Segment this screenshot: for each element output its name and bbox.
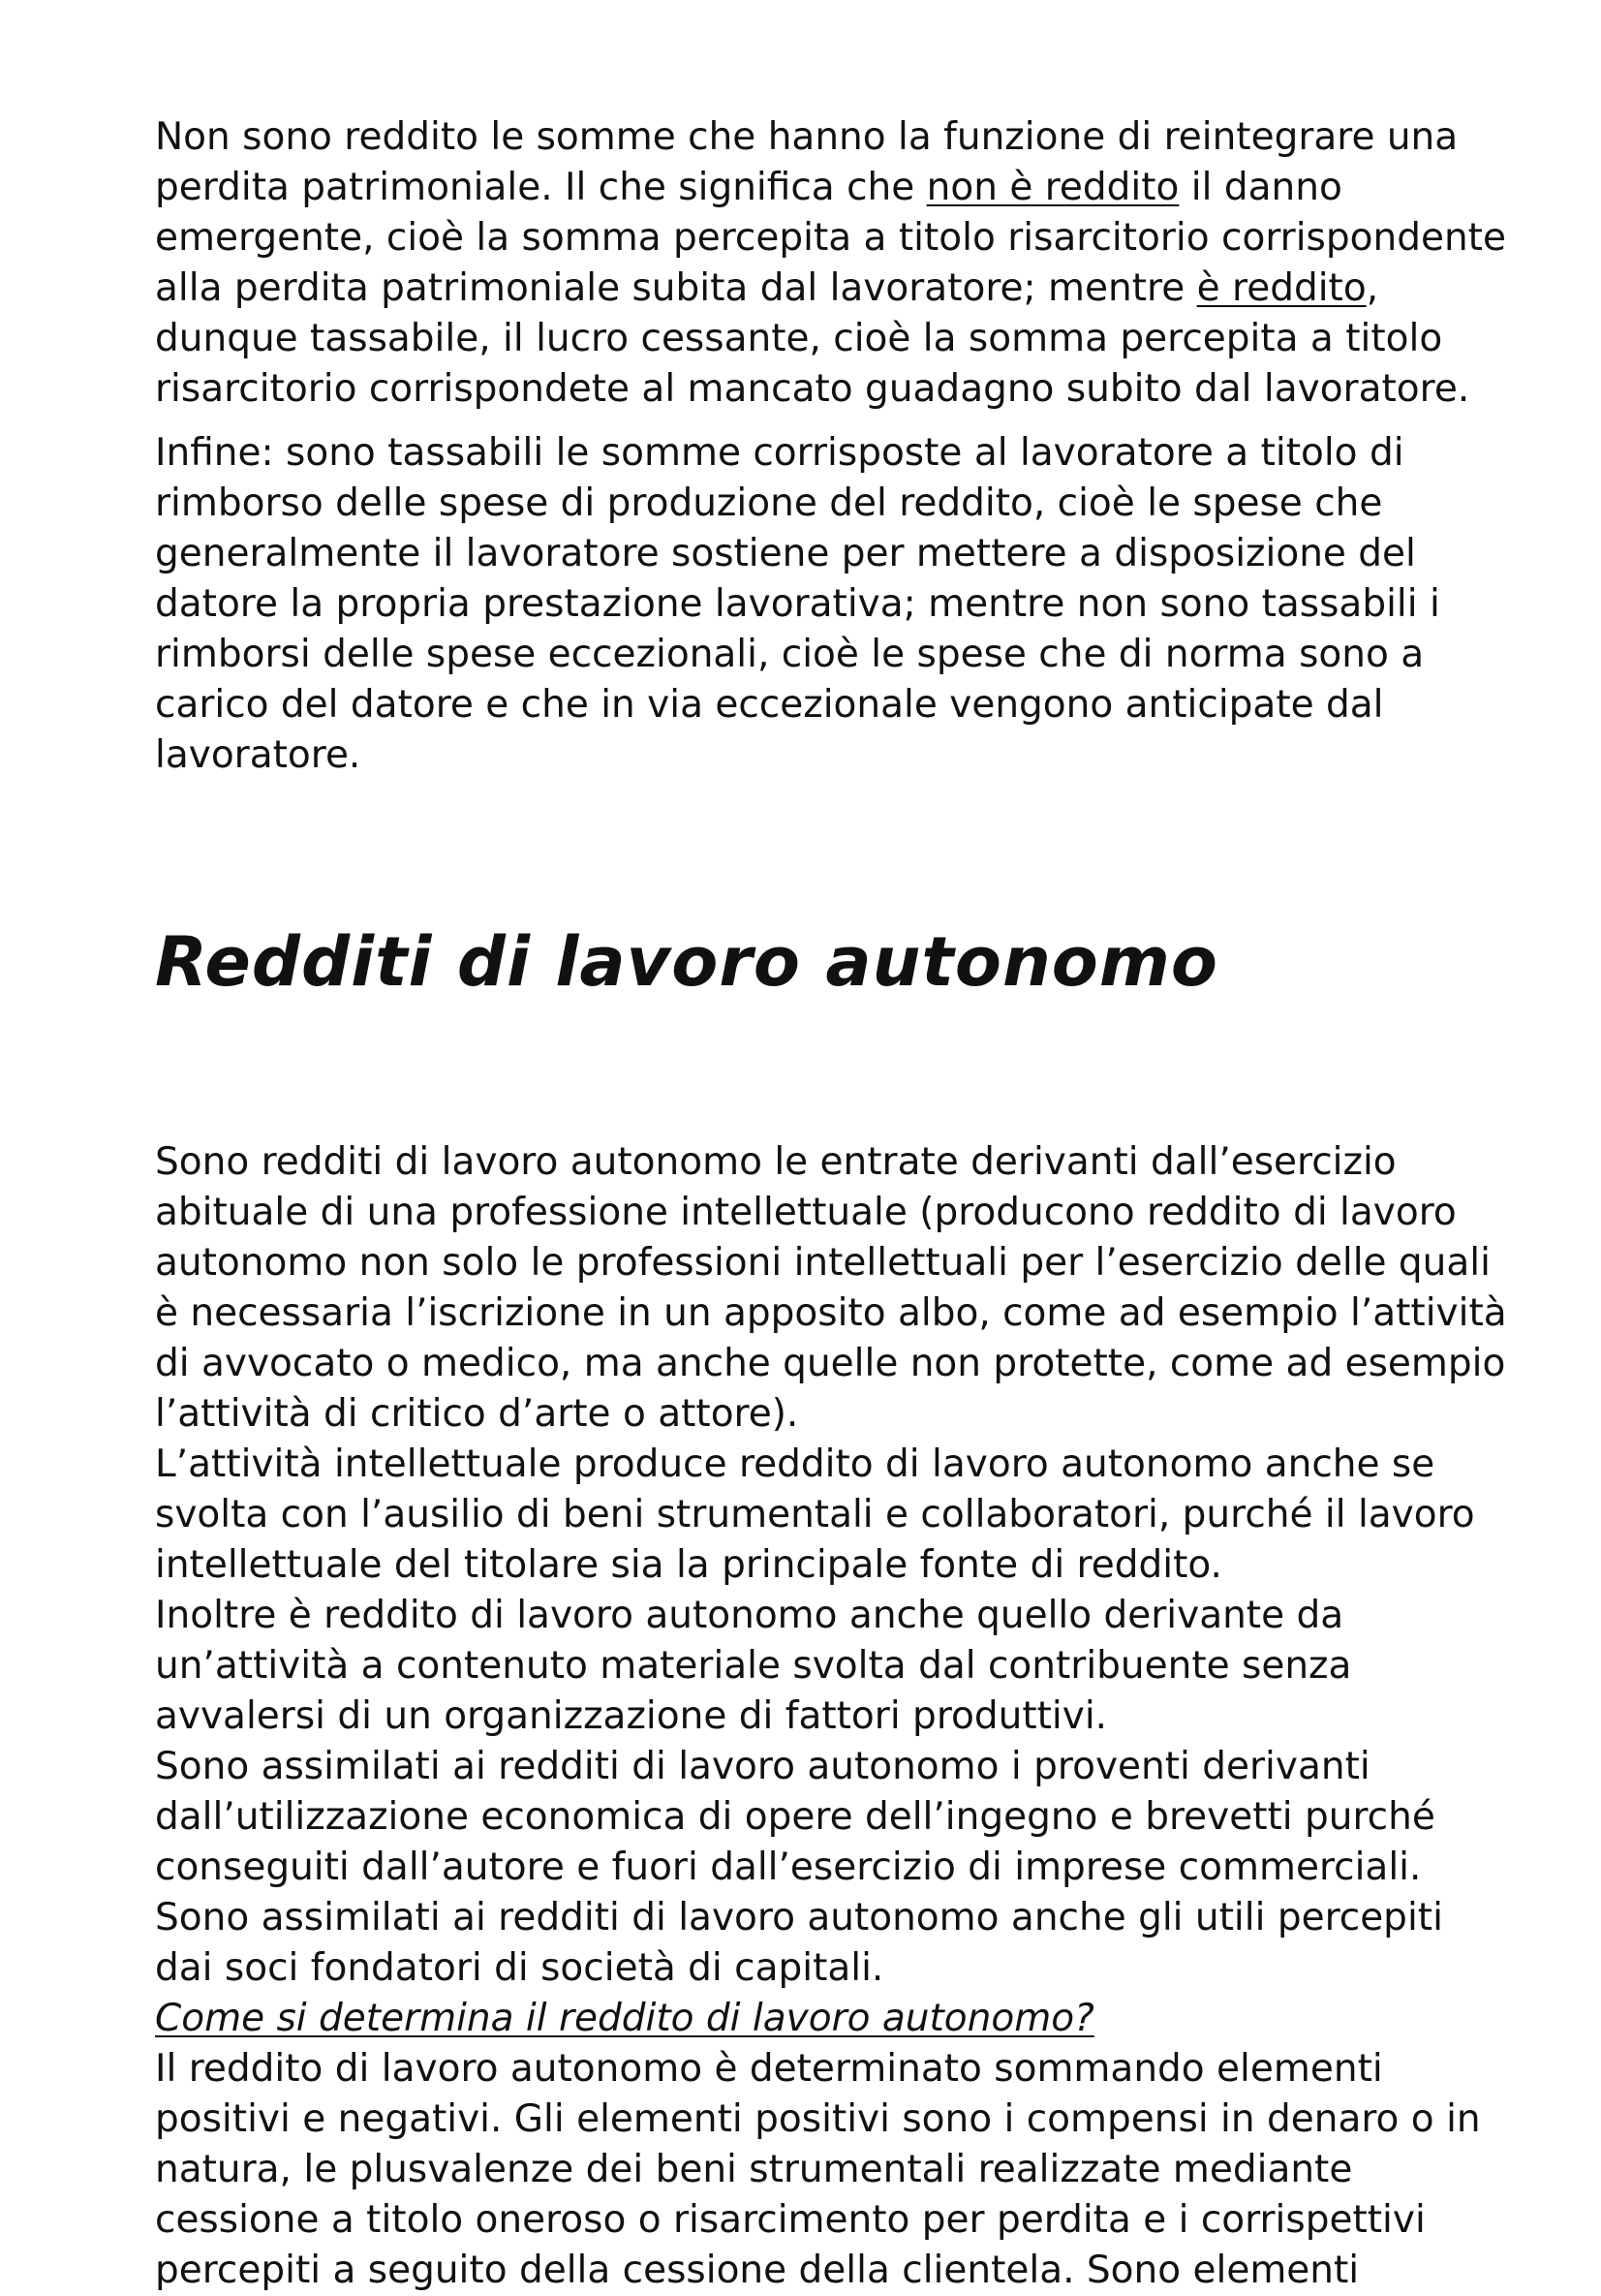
- intro-text-3: , dunque tassabile, il lucro cessante, cioè la somma percepita a titolo risarcitorio corrispondete al mancato guadagno subito dal lavoratore.: [155, 266, 1470, 411]
- intro-paragraph-1: [155, 112, 1511, 415]
- intro-text-2: il danno emergente, cioè la somma percepita a titolo risarcitorio corrispondente alla perdita patrimoniale subita dal lavoratore; mentre: [155, 166, 1506, 310]
- section-paragraph-3: Inoltre è reddito di lavoro autonomo anche quello derivante da un’attività a contenuto materiale svolta dal contribuente senza avvalersi di un organizzazione di fattori produttivi.: [155, 1594, 1352, 1738]
- underlined-e-reddito: è reddito: [1196, 266, 1367, 310]
- document-page: [155, 112, 1511, 2292]
- section-paragraph-5: Sono assimilati ai redditi di lavoro autonomo anche gli utili percepiti dai soci fondatori di società di capitali.: [155, 1896, 1443, 1990]
- section-question: Come si determina il reddito di lavoro autonomo?: [155, 1997, 1094, 2040]
- intro-paragraph-2: Infine: sono tassabili le somme corrisposte al lavoratore a titolo di rimborso delle spese di produzione del reddito, cioè le spese che generalmente il lavoratore sostiene per mettere a disposizione del datore la propria prestazione lavorativa; mentre non sono tassabili i rimborsi delle spese eccezionali, cioè le spese che di norma sono a carico del datore e che in via eccezionale vengono anticipate dal lavoratore.: [155, 431, 1440, 777]
- intro-text-1: Non sono reddito le somme che hanno la funzione di reintegrare una perdita patrimoniale. Il che significa che: [155, 115, 1459, 209]
- section-paragraph-2: L’attività intellettuale produce reddito di lavoro autonomo anche se svolta con l’ausilio di beni strumentali e collaboratori, purché il lavoro intellettuale del titolare sia la principale fonte di reddito.: [155, 1443, 1475, 1587]
- underlined-non-e-reddito: non è reddito: [926, 166, 1180, 209]
- section-paragraph-1: Sono redditi di lavoro autonomo le entrate derivanti dall’esercizio abituale di una professione intellettuale (producono reddito di lavoro autonomo non solo le professioni intellettuali per l’esercizio delle quali è necessaria l’iscrizione in un apposito albo, come ad esempio l’attività di avvocato o medico, ma anche quelle non protette, come ad esempio l’attività di critico d’arte o attore).: [155, 1140, 1507, 1436]
- section-paragraph-6: Il reddito di lavoro autonomo è determinato sommando elementi positivi e negativi. Gli elementi positivi sono i compensi in denaro o in natura, le plusvalenze dei beni strumentali realizzate mediante cessione a titolo oneroso o risarcimento per perdita e i corrispettivi percepiti a seguito della cessione della clientela. Sono elementi: [155, 2047, 1481, 2292]
- section-heading: Redditi di lavoro autonomo: [155, 922, 1218, 1002]
- section-paragraph-4: Sono assimilati ai redditi di lavoro autonomo i proventi derivanti dall’utilizzazione economica di opere dell’ingegno e brevetti purché conseguiti dall’autore e fuori dall’esercizio di imprese commerciali.: [155, 1745, 1435, 1889]
- section-body: [155, 1137, 1511, 2296]
